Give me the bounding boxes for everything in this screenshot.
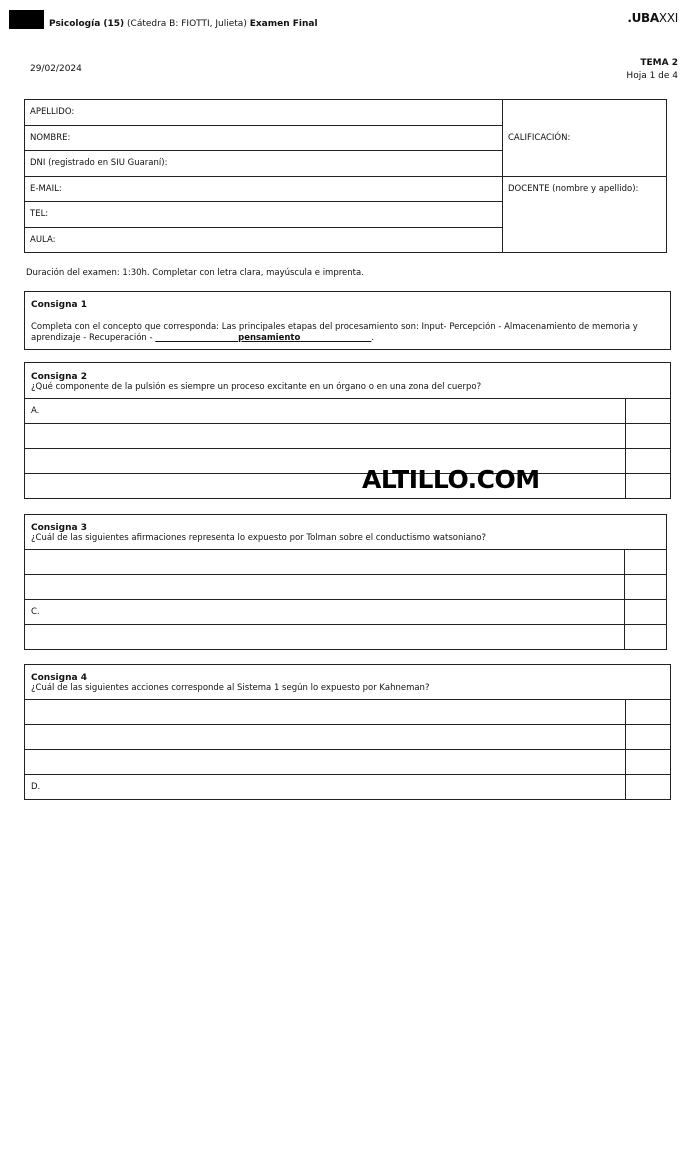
- subject-name: Psicología (15): [49, 19, 125, 29]
- option-row: [25, 700, 626, 725]
- option-row: [25, 575, 625, 600]
- exam-title: [49, 19, 318, 29]
- redacted-block: [9, 10, 44, 29]
- page-count: Hoja 1 de 4: [626, 71, 678, 81]
- student-info-table: [24, 99, 667, 253]
- tema-block: [626, 57, 678, 83]
- answer-checkbox[interactable]: [625, 550, 667, 575]
- consigna-1-answer[interactable]: pensamiento: [238, 333, 301, 343]
- answer-checkbox[interactable]: [625, 600, 667, 625]
- tema-label: TEMA 2: [640, 58, 678, 68]
- consigna-4-header: [24, 664, 671, 699]
- consigna-3-question: ¿Cuál de las siguientes afirmaciones representa lo expuesto por Tolman sobre el conductismo watsoniano?: [31, 533, 487, 543]
- answer-checkbox[interactable]: [626, 700, 671, 725]
- nombre-field[interactable]: NOMBRE:: [25, 125, 503, 151]
- consigna-4-title: Consigna 4: [31, 673, 87, 683]
- consigna-2-question: ¿Qué componente de la pulsión es siempre un proceso excitante en un órgano o en una zona del cuerpo?: [31, 382, 482, 392]
- answer-checkbox[interactable]: [626, 474, 671, 499]
- option-row: A.: [25, 399, 626, 424]
- answer-checkbox[interactable]: [626, 449, 671, 474]
- consigna-2-options: [24, 398, 671, 499]
- answer-checkbox[interactable]: [626, 775, 671, 800]
- apellido-field[interactable]: APELLIDO:: [25, 100, 503, 126]
- docente-field[interactable]: DOCENTE (nombre y apellido):: [503, 176, 667, 253]
- option-row: D.: [25, 775, 626, 800]
- answer-checkbox[interactable]: [626, 725, 671, 750]
- answer-checkbox[interactable]: [626, 399, 671, 424]
- answer-checkbox[interactable]: [626, 424, 671, 449]
- option-row: [25, 625, 625, 650]
- consigna-1-title: Consigna 1: [31, 300, 87, 310]
- option-row: C.: [25, 600, 625, 625]
- answer-checkbox[interactable]: [626, 750, 671, 775]
- consigna-2-header: [24, 362, 671, 398]
- exam-type: Examen Final: [249, 19, 318, 29]
- watermark: ALTILLO.COM: [362, 465, 540, 494]
- catedra: (Cátedra B: FIOTTI, Julieta): [124, 19, 250, 29]
- uba-xxi-logo: .UBAXXI: [627, 11, 678, 25]
- consigna-4-options: [24, 699, 671, 800]
- answer-checkbox[interactable]: [625, 575, 667, 600]
- consigna-2-title: Consigna 2: [31, 372, 87, 382]
- exam-date: 29/02/2024: [30, 64, 82, 74]
- option-row: [25, 550, 625, 575]
- consigna-3-header: [24, 514, 667, 549]
- option-row: [25, 725, 626, 750]
- tel-field[interactable]: TEL:: [25, 202, 503, 228]
- consigna-1-text: Completa con el concepto que corresponda: Las principales etapas del procesamiento son: Input- Percepción - Almacenamiento de memoria y aprendizaje - Recuperación - pensamiento .: [31, 322, 638, 343]
- email-field[interactable]: E-MAIL:: [25, 176, 503, 202]
- consigna-4-question: ¿Cuál de las siguientes acciones corresponde al Sistema 1 según lo expuesto por Kahneman?: [31, 683, 430, 693]
- answer-checkbox[interactable]: [625, 625, 667, 650]
- calificacion-field[interactable]: CALIFICACIÓN:: [503, 100, 667, 177]
- option-row: [25, 424, 626, 449]
- exam-duration-note: Duración del examen: 1:30h. Completar con letra clara, mayúscula e imprenta.: [26, 268, 364, 278]
- dni-field[interactable]: DNI (registrado en SIU Guaraní):: [25, 151, 503, 177]
- option-row: [25, 750, 626, 775]
- consigna-3-title: Consigna 3: [31, 523, 87, 533]
- aula-field[interactable]: AULA:: [25, 227, 503, 253]
- consigna-1: [24, 291, 671, 350]
- consigna-3-options: [24, 549, 667, 650]
